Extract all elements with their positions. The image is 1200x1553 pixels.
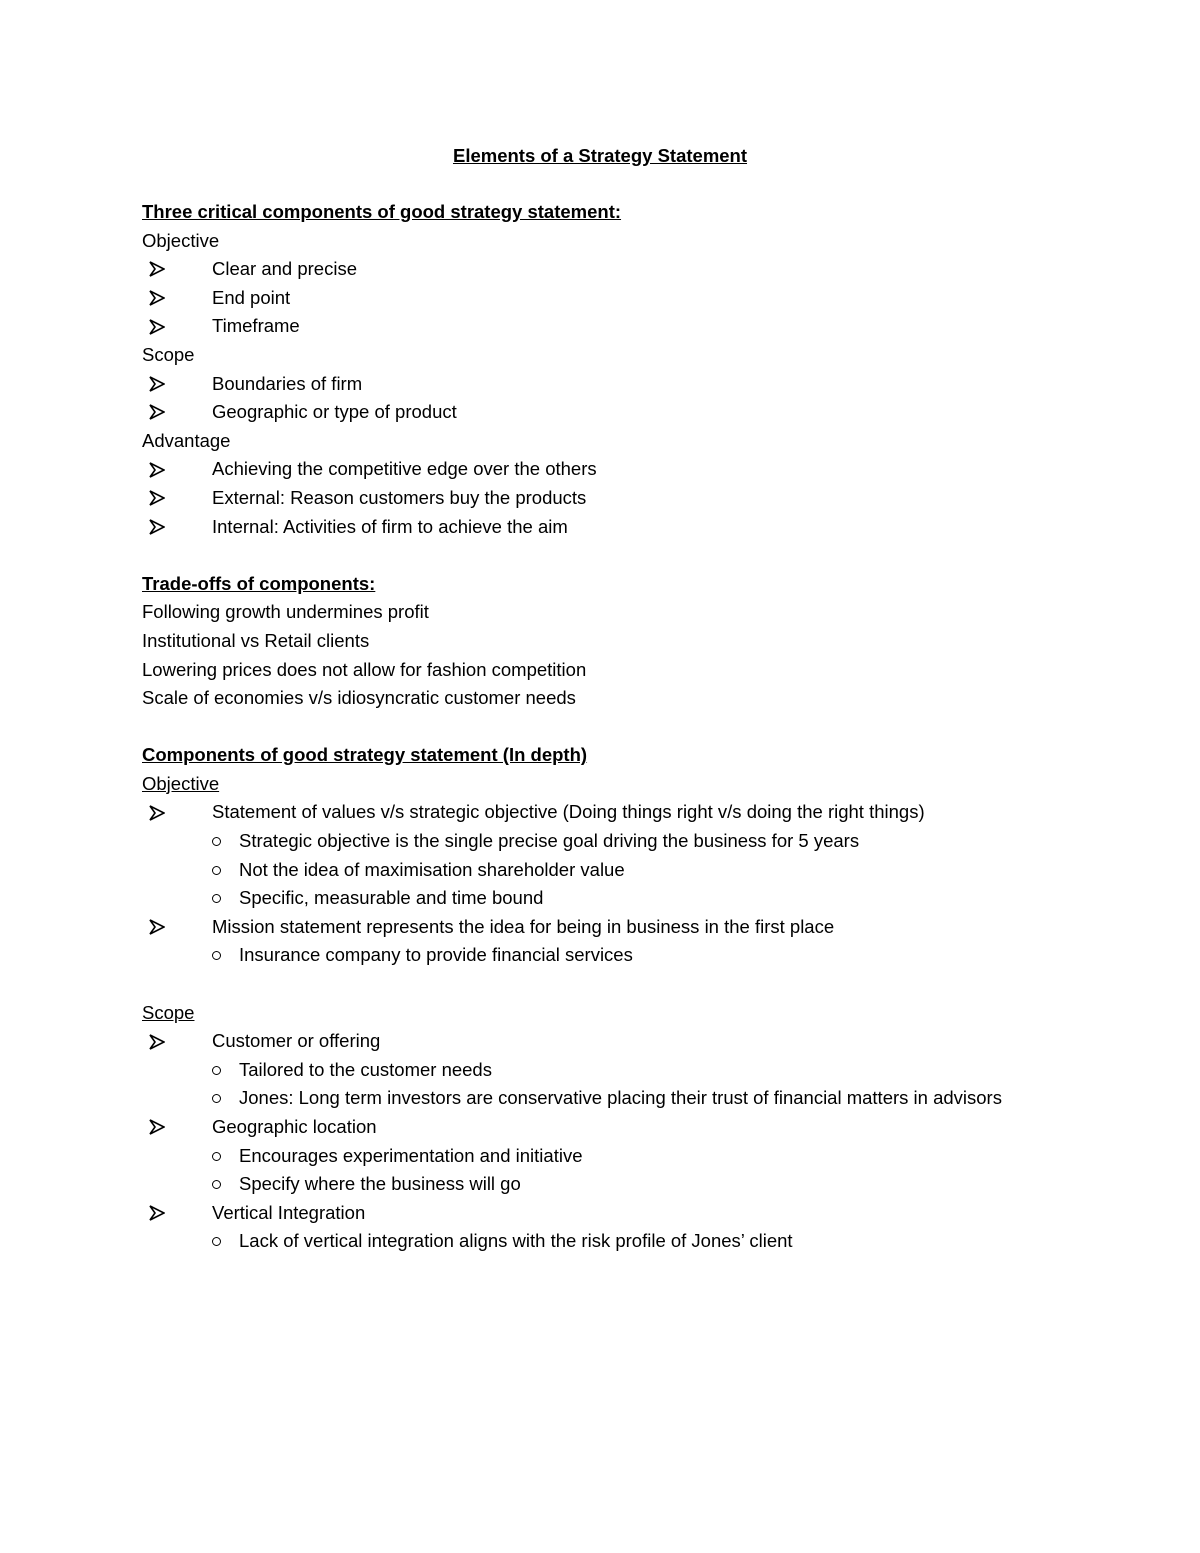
arrowhead-bullet-icon [148,398,166,427]
bullet-item: Clear and precise [142,255,1142,284]
arrowhead-bullet-icon [148,1199,166,1228]
bullet-item: Internal: Activities of firm to achieve the aim [142,513,1142,542]
text-line: Scale of economies v/s idiosyncratic customer needs [142,687,576,709]
arrowhead-bullet-icon [148,1027,166,1056]
bullet-item: Vertical Integration [142,1199,1142,1228]
arrowhead-bullet-icon [148,370,166,399]
text-line: Lowering prices does not allow for fashion competition [142,658,587,680]
bullet-item: Geographic location [142,1113,1142,1142]
bullet-item: Customer or offering [142,1027,1142,1056]
sub-bullet-item: Lack of vertical integration aligns with the risk profile of Jones’ client [142,1227,1142,1256]
group-label-scope: Scope [142,343,195,365]
arrowhead-bullet-icon [148,798,166,827]
content-body [142,198,1142,1256]
bullet-item: Mission statement represents the idea for being in business in the first place [142,913,1142,942]
text-line: Following growth undermines profit [142,601,429,623]
spacer [142,970,1142,999]
bullet-item: Geographic or type of product [142,398,1142,427]
circle-bullet-icon [212,866,221,875]
section-heading-in-depth: Components of good strategy statement (In depth) [142,744,588,766]
arrowhead-bullet-icon [148,913,166,942]
sub-bullet-item: Insurance company to provide financial services [142,941,1142,970]
sub-bullet-item: Not the idea of maximisation shareholder value [142,856,1142,885]
sub-bullet-item: Specific, measurable and time bound [142,884,1142,913]
bullet-item: Boundaries of firm [142,370,1142,399]
circle-bullet-icon [212,951,221,960]
bullet-item: End point [142,284,1142,313]
bullet-item: Achieving the competitive edge over the others [142,455,1142,484]
circle-bullet-icon [212,1066,221,1075]
circle-bullet-icon [212,1180,221,1189]
arrowhead-bullet-icon [148,484,166,513]
text-line: Institutional vs Retail clients [142,629,370,651]
bullet-item: External: Reason customers buy the products [142,484,1142,513]
subsection-label-scope: Scope [142,1001,195,1023]
spacer [142,713,1142,742]
sub-bullet-item: Tailored to the customer needs [142,1056,1142,1085]
group-label-objective: Objective [142,229,220,251]
circle-bullet-icon [212,894,221,903]
arrowhead-bullet-icon [148,284,166,313]
arrowhead-bullet-icon [148,1113,166,1142]
spacer [142,541,1142,570]
circle-bullet-icon [212,1152,221,1161]
bullet-item: Statement of values v/s strategic objective (Doing things right v/s doing the right things) [142,798,1142,827]
subsection-label-objective: Objective [142,772,220,794]
sub-bullet-item: Specify where the business will go [142,1170,1142,1199]
circle-bullet-icon [212,1094,221,1103]
section-heading-trade-offs: Trade-offs of components: [142,572,376,594]
document-title: Elements of a Strategy Statement [452,145,748,166]
arrowhead-bullet-icon [148,513,166,542]
group-label-advantage: Advantage [142,429,231,451]
arrowhead-bullet-icon [148,312,166,341]
circle-bullet-icon [212,1237,221,1246]
sub-bullet-item: Jones: Long term investors are conservative placing their trust of financial matters in advisors [142,1084,1142,1113]
arrowhead-bullet-icon [148,455,166,484]
sub-bullet-item: Strategic objective is the single precise goal driving the business for 5 years [142,827,1142,856]
sub-bullet-item: Encourages experimentation and initiative [142,1142,1142,1171]
circle-bullet-icon [212,837,221,846]
bullet-item: Timeframe [142,312,1142,341]
section-heading-critical-components: Three critical components of good strategy statement: [142,201,622,222]
arrowhead-bullet-icon [148,255,166,284]
